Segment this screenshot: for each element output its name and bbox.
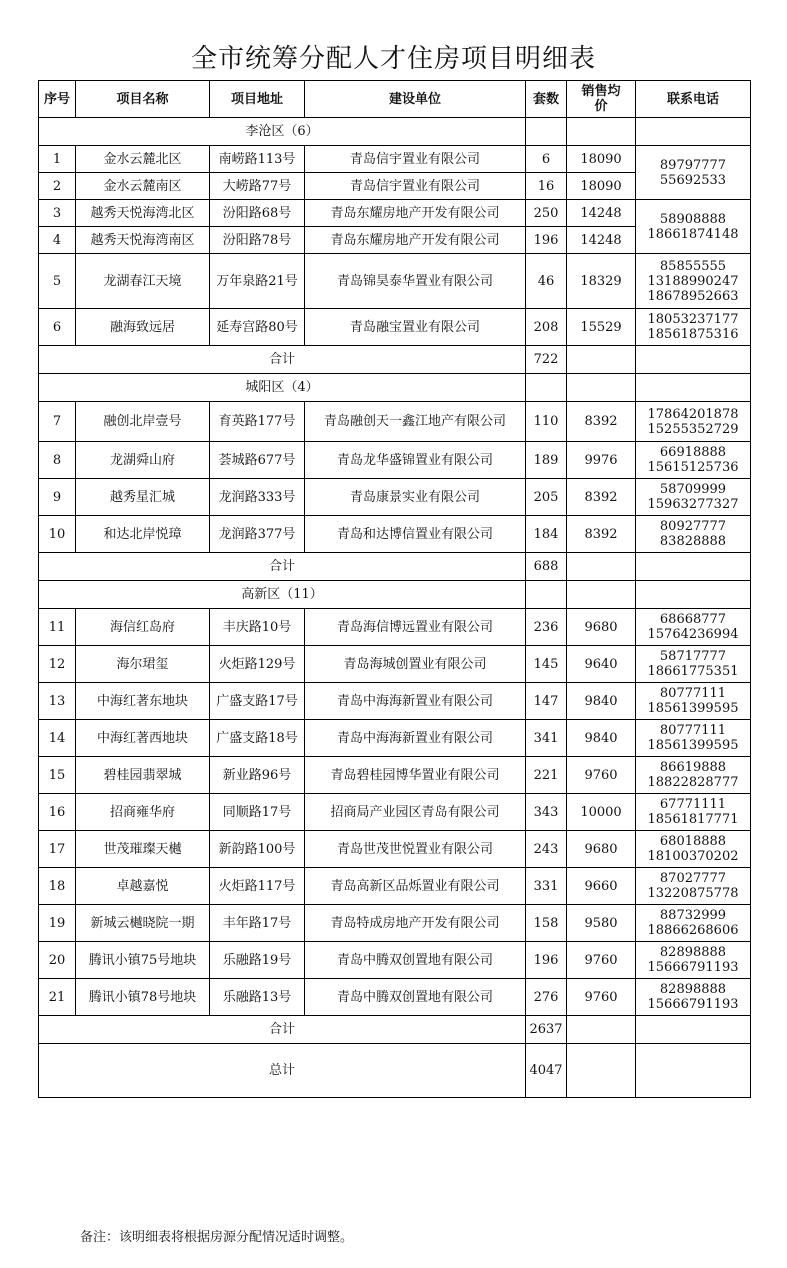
cell-developer: 青岛龙华盛锦置业有限公司	[305, 442, 526, 479]
cell-price: 9660	[567, 868, 636, 905]
cell-developer: 青岛融创天一鑫江地产有限公司	[305, 402, 526, 442]
subtotal-label: 合计	[39, 553, 526, 581]
phone-number: 15963277327	[647, 497, 739, 512]
cell-address: 延寿宫路80号	[210, 309, 305, 346]
grand-total-phone-cell	[636, 1044, 751, 1098]
phone-number: 68668777	[659, 612, 727, 627]
phone-number: 13220875778	[647, 886, 739, 901]
table-row	[39, 979, 751, 1016]
section-phone-cell	[636, 581, 751, 609]
header-developer: 建设单位	[305, 81, 526, 118]
cell-developer: 青岛锦昊泰华置业有限公司	[305, 254, 526, 309]
section-label: 高新区（11）	[39, 581, 526, 609]
cell-price: 15529	[567, 309, 636, 346]
cell-phone	[636, 905, 751, 942]
cell-units: 250	[526, 200, 567, 227]
cell-name: 招商雍华府	[76, 794, 210, 831]
section-units-cell	[526, 581, 567, 609]
cell-name: 龙湖舜山府	[76, 442, 210, 479]
cell-units: 184	[526, 516, 567, 553]
cell-developer: 青岛和达博信置业有限公司	[305, 516, 526, 553]
table-row	[39, 479, 751, 516]
cell-phone	[636, 254, 751, 309]
cell-address: 同顺路17号	[210, 794, 305, 831]
cell-index: 21	[39, 979, 76, 1016]
table-row	[39, 609, 751, 646]
footnote: 备注：该明细表将根据房源分配情况适时调整。	[80, 1230, 354, 1245]
cell-index: 18	[39, 868, 76, 905]
cell-index: 11	[39, 609, 76, 646]
cell-developer: 青岛海城创置业有限公司	[305, 646, 526, 683]
cell-index: 20	[39, 942, 76, 979]
cell-price: 18329	[567, 254, 636, 309]
cell-address: 乐融路19号	[210, 942, 305, 979]
cell-phone	[636, 979, 751, 1016]
cell-developer: 青岛信宇置业有限公司	[305, 173, 526, 200]
cell-units: 46	[526, 254, 567, 309]
cell-price: 9760	[567, 757, 636, 794]
cell-phone	[636, 309, 751, 346]
phone-number: 86619888	[659, 760, 727, 775]
phone-number: 55692533	[659, 172, 727, 188]
cell-units: 147	[526, 683, 567, 720]
cell-address: 万年泉路21号	[210, 254, 305, 309]
cell-developer: 青岛康景实业有限公司	[305, 479, 526, 516]
header-row	[39, 81, 751, 118]
cell-developer: 青岛融宝置业有限公司	[305, 309, 526, 346]
cell-index: 15	[39, 757, 76, 794]
cell-units: 6	[526, 146, 567, 173]
cell-price: 14248	[567, 227, 636, 254]
cell-developer: 青岛中海海新置业有限公司	[305, 720, 526, 757]
phone-number: 18661775351	[647, 664, 739, 679]
cell-units: 276	[526, 979, 567, 1016]
cell-index: 19	[39, 905, 76, 942]
phone-number: 18053237177	[647, 312, 739, 327]
cell-address: 新业路96号	[210, 757, 305, 794]
phone-number: 13188990247	[647, 273, 739, 289]
cell-units: 243	[526, 831, 567, 868]
phone-number: 17864201878	[647, 406, 739, 422]
cell-units: 331	[526, 868, 567, 905]
cell-name: 碧桂园翡翠城	[76, 757, 210, 794]
cell-name: 龙湖春江天境	[76, 254, 210, 309]
cell-phone	[636, 720, 751, 757]
phone-number: 18561399595	[647, 738, 739, 753]
table-row	[39, 720, 751, 757]
cell-developer: 青岛特成房地产开发有限公司	[305, 905, 526, 942]
cell-units: 341	[526, 720, 567, 757]
cell-price: 9760	[567, 979, 636, 1016]
subtotal-label: 合计	[39, 1016, 526, 1044]
cell-name: 中海红著西地块	[76, 720, 210, 757]
cell-developer: 青岛东耀房地产开发有限公司	[305, 200, 526, 227]
phone-number: 15666791193	[647, 960, 739, 975]
table-row	[39, 309, 751, 346]
phone-number: 80777111	[659, 686, 727, 701]
cell-address: 广盛支路17号	[210, 683, 305, 720]
cell-phone	[636, 646, 751, 683]
cell-index: 17	[39, 831, 76, 868]
cell-name: 融创北岸壹号	[76, 402, 210, 442]
section-price-cell	[567, 374, 636, 402]
phone-number: 18661874148	[647, 226, 739, 242]
table-row	[39, 646, 751, 683]
cell-phone	[636, 683, 751, 720]
cell-units: 189	[526, 442, 567, 479]
table-row	[39, 794, 751, 831]
table-row	[39, 402, 751, 442]
cell-price: 8392	[567, 479, 636, 516]
table-row	[39, 905, 751, 942]
phone-number: 58717777	[659, 649, 727, 664]
cell-index: 5	[39, 254, 76, 309]
table-row	[39, 200, 751, 227]
cell-units: 343	[526, 794, 567, 831]
cell-units: 16	[526, 173, 567, 200]
cell-price: 8392	[567, 402, 636, 442]
cell-address: 丰年路17号	[210, 905, 305, 942]
phone-number: 18561875316	[647, 327, 739, 342]
cell-address: 火炬路117号	[210, 868, 305, 905]
cell-phone	[636, 942, 751, 979]
cell-index: 7	[39, 402, 76, 442]
cell-phone	[636, 200, 751, 254]
cell-developer: 青岛碧桂园博华置业有限公司	[305, 757, 526, 794]
cell-address: 乐融路13号	[210, 979, 305, 1016]
phone-number: 18678952663	[647, 288, 739, 304]
cell-address: 育英路177号	[210, 402, 305, 442]
phone-number: 87027777	[659, 871, 727, 886]
cell-address: 大崂路77号	[210, 173, 305, 200]
cell-phone	[636, 442, 751, 479]
cell-index: 14	[39, 720, 76, 757]
table-row	[39, 254, 751, 309]
phone-number: 88732999	[659, 908, 727, 923]
cell-phone	[636, 831, 751, 868]
cell-price: 18090	[567, 173, 636, 200]
subtotal-units: 2637	[526, 1016, 567, 1044]
phone-number: 68018888	[659, 834, 727, 849]
table-row	[39, 146, 751, 173]
subtotal-price-cell	[567, 1016, 636, 1044]
cell-price: 9640	[567, 646, 636, 683]
phone-number: 67771111	[659, 797, 727, 812]
table-row	[39, 831, 751, 868]
header-index: 序号	[39, 81, 76, 118]
cell-name: 海尔珺玺	[76, 646, 210, 683]
phone-number: 85855555	[659, 258, 727, 274]
cell-phone	[636, 757, 751, 794]
cell-index: 10	[39, 516, 76, 553]
phone-number: 15764236994	[647, 627, 739, 642]
grand-total-units: 4047	[526, 1044, 567, 1098]
cell-index: 12	[39, 646, 76, 683]
phone-number: 18822828777	[647, 775, 739, 790]
cell-name: 世茂璀璨天樾	[76, 831, 210, 868]
phone-number: 80777111	[659, 723, 727, 738]
header-price: 销售均价	[567, 81, 636, 118]
cell-name: 越秀星汇城	[76, 479, 210, 516]
section-row	[39, 581, 751, 609]
cell-index: 3	[39, 200, 76, 227]
subtotal-phone-cell	[636, 1016, 751, 1044]
phone-number: 89797777	[659, 157, 727, 173]
table-row	[39, 757, 751, 794]
cell-address: 丰庆路10号	[210, 609, 305, 646]
grand-total-label: 总计	[39, 1044, 526, 1098]
cell-price: 9840	[567, 720, 636, 757]
subtotal-units: 722	[526, 346, 567, 374]
subtotal-phone-cell	[636, 346, 751, 374]
cell-phone	[636, 868, 751, 905]
cell-name: 海信红岛府	[76, 609, 210, 646]
phone-number: 82898888	[659, 982, 727, 997]
cell-price: 9976	[567, 442, 636, 479]
cell-index: 4	[39, 227, 76, 254]
cell-price: 9680	[567, 831, 636, 868]
cell-developer: 青岛信宇置业有限公司	[305, 146, 526, 173]
cell-phone	[636, 609, 751, 646]
cell-units: 158	[526, 905, 567, 942]
subtotal-phone-cell	[636, 553, 751, 581]
section-units-cell	[526, 118, 567, 146]
phone-number: 18866268606	[647, 923, 739, 938]
subtotal-row	[39, 553, 751, 581]
housing-table	[38, 80, 751, 1098]
phone-number: 15615125736	[647, 460, 739, 475]
cell-name: 腾讯小镇78号地块	[76, 979, 210, 1016]
cell-developer: 青岛东耀房地产开发有限公司	[305, 227, 526, 254]
cell-price: 8392	[567, 516, 636, 553]
section-row	[39, 118, 751, 146]
phone-number: 58908888	[659, 211, 727, 227]
phone-number: 80927777	[659, 519, 727, 534]
cell-name: 卓越嘉悦	[76, 868, 210, 905]
phone-number: 18100370202	[647, 849, 739, 864]
cell-name: 腾讯小镇75号地块	[76, 942, 210, 979]
phone-number: 82898888	[659, 945, 727, 960]
cell-price: 18090	[567, 146, 636, 173]
section-label: 李沧区（6）	[39, 118, 526, 146]
cell-developer: 青岛中腾双创置地有限公司	[305, 979, 526, 1016]
cell-address: 龙润路377号	[210, 516, 305, 553]
section-price-cell	[567, 118, 636, 146]
cell-address: 荟城路677号	[210, 442, 305, 479]
cell-name: 中海红著东地块	[76, 683, 210, 720]
section-units-cell	[526, 374, 567, 402]
subtotal-row	[39, 346, 751, 374]
phone-number: 83828888	[659, 534, 727, 549]
table-row	[39, 442, 751, 479]
cell-price: 9580	[567, 905, 636, 942]
table-row	[39, 942, 751, 979]
cell-phone	[636, 402, 751, 442]
cell-name: 融海致远居	[76, 309, 210, 346]
section-phone-cell	[636, 118, 751, 146]
cell-index: 6	[39, 309, 76, 346]
cell-phone	[636, 146, 751, 200]
cell-address: 新韵路100号	[210, 831, 305, 868]
cell-price: 9840	[567, 683, 636, 720]
subtotal-price-cell	[567, 553, 636, 581]
cell-units: 236	[526, 609, 567, 646]
phone-number: 18561399595	[647, 701, 739, 716]
cell-name: 金水云麓北区	[76, 146, 210, 173]
table-body	[39, 118, 751, 1098]
cell-developer: 青岛中海海新置业有限公司	[305, 683, 526, 720]
cell-units: 221	[526, 757, 567, 794]
cell-address: 汾阳路78号	[210, 227, 305, 254]
grand-total-row	[39, 1044, 751, 1098]
cell-units: 205	[526, 479, 567, 516]
subtotal-row	[39, 1016, 751, 1044]
cell-index: 16	[39, 794, 76, 831]
page-title: 全市统筹分配人才住房项目明细表	[190, 44, 596, 74]
section-label: 城阳区（4）	[39, 374, 526, 402]
subtotal-price-cell	[567, 346, 636, 374]
section-price-cell	[567, 581, 636, 609]
cell-price: 9680	[567, 609, 636, 646]
cell-address: 广盛支路18号	[210, 720, 305, 757]
cell-address: 汾阳路68号	[210, 200, 305, 227]
cell-address: 龙润路333号	[210, 479, 305, 516]
grand-total-price-cell	[567, 1044, 636, 1098]
subtotal-label: 合计	[39, 346, 526, 374]
cell-index: 2	[39, 173, 76, 200]
cell-name: 新城云樾晓院一期	[76, 905, 210, 942]
cell-index: 13	[39, 683, 76, 720]
cell-address: 南崂路113号	[210, 146, 305, 173]
cell-units: 196	[526, 942, 567, 979]
cell-address: 火炬路129号	[210, 646, 305, 683]
phone-number: 15255352729	[647, 421, 739, 437]
table-row	[39, 516, 751, 553]
cell-index: 1	[39, 146, 76, 173]
cell-price: 9760	[567, 942, 636, 979]
subtotal-units: 688	[526, 553, 567, 581]
header-address: 项目地址	[210, 81, 305, 118]
cell-developer: 招商局产业园区青岛有限公司	[305, 794, 526, 831]
cell-developer: 青岛高新区品烁置业有限公司	[305, 868, 526, 905]
cell-units: 145	[526, 646, 567, 683]
cell-units: 208	[526, 309, 567, 346]
cell-name: 金水云麓南区	[76, 173, 210, 200]
section-row	[39, 374, 751, 402]
cell-price: 10000	[567, 794, 636, 831]
cell-name: 越秀天悦海湾南区	[76, 227, 210, 254]
cell-developer: 青岛中腾双创置地有限公司	[305, 942, 526, 979]
cell-phone	[636, 479, 751, 516]
cell-phone	[636, 794, 751, 831]
section-phone-cell	[636, 374, 751, 402]
cell-phone	[636, 516, 751, 553]
cell-units: 110	[526, 402, 567, 442]
header-name: 项目名称	[76, 81, 210, 118]
cell-developer: 青岛世茂世悦置业有限公司	[305, 831, 526, 868]
table-row	[39, 683, 751, 720]
cell-index: 9	[39, 479, 76, 516]
phone-number: 15666791193	[647, 997, 739, 1012]
header-units: 套数	[526, 81, 567, 118]
phone-number: 66918888	[659, 445, 727, 460]
cell-index: 8	[39, 442, 76, 479]
phone-number: 58709999	[659, 482, 727, 497]
table-row	[39, 868, 751, 905]
cell-developer: 青岛海信博远置业有限公司	[305, 609, 526, 646]
cell-name: 和达北岸悦璋	[76, 516, 210, 553]
cell-units: 196	[526, 227, 567, 254]
phone-number: 18561817771	[647, 812, 739, 827]
cell-name: 越秀天悦海湾北区	[76, 200, 210, 227]
cell-price: 14248	[567, 200, 636, 227]
header-phone: 联系电话	[636, 81, 751, 118]
